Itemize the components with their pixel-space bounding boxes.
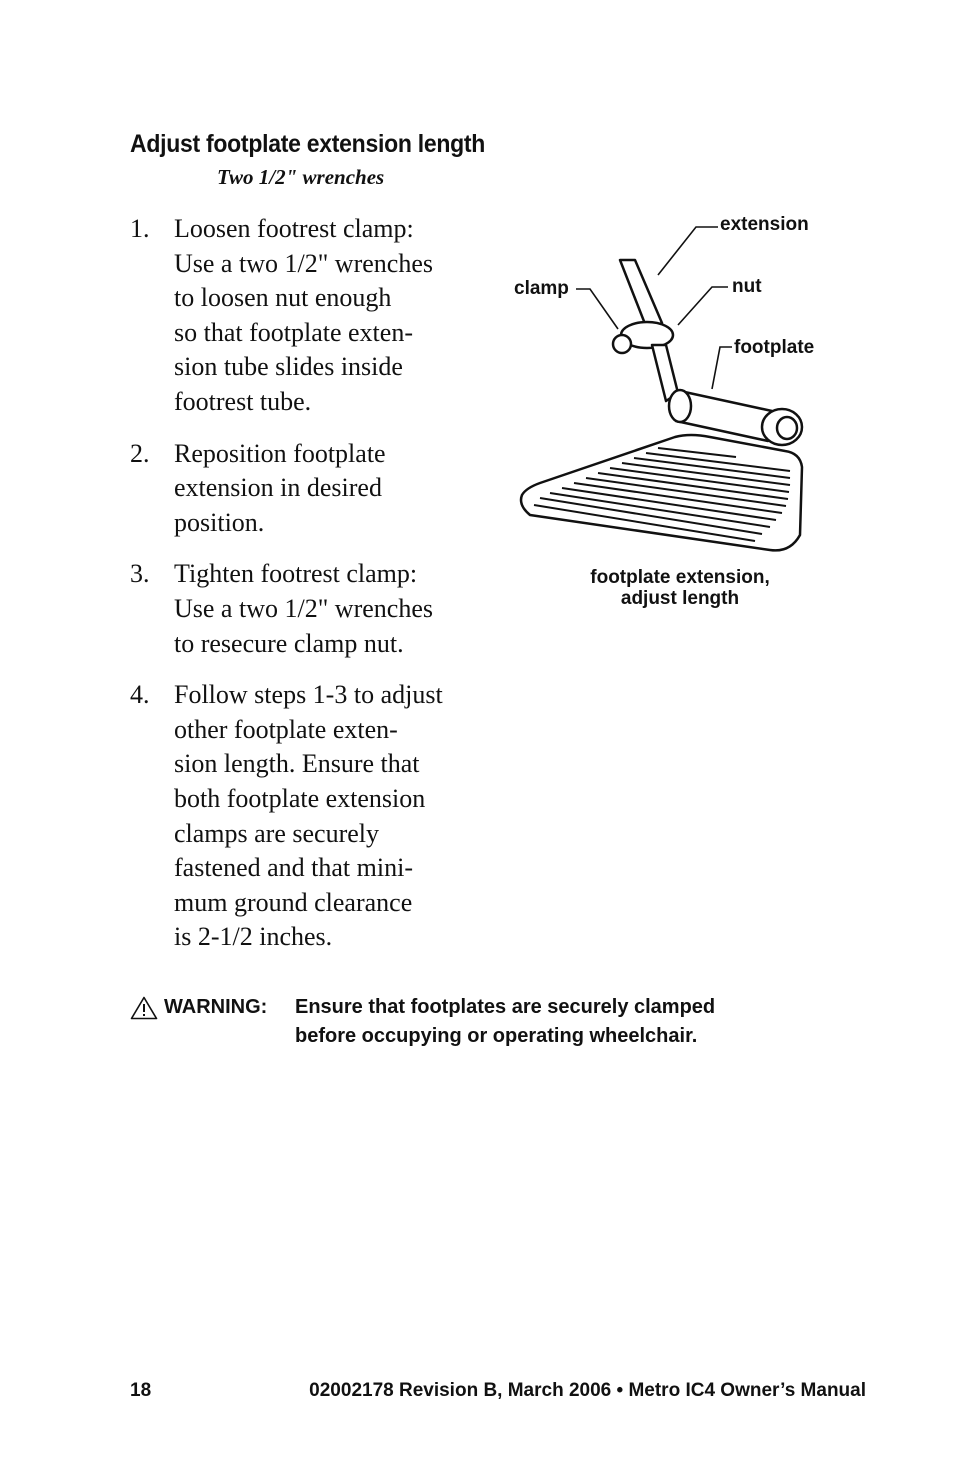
clamp-nut bbox=[613, 335, 631, 353]
step-number: 3. bbox=[130, 559, 150, 589]
step-text-line: Reposition footplate bbox=[174, 438, 386, 468]
step-text-line: position. bbox=[174, 507, 265, 537]
callout-extension: extension bbox=[720, 214, 809, 235]
extension-tube bbox=[620, 260, 662, 329]
callout-nut: nut bbox=[732, 276, 762, 297]
step-number: 1. bbox=[130, 214, 150, 243]
footplate-drawing bbox=[500, 205, 840, 565]
footer-document-info: 02002178 Revision B, March 2006 • Metro IC4 Owner’s Manual bbox=[309, 1380, 866, 1401]
step-text-line: clamps are securely bbox=[174, 818, 380, 848]
step-text-line: both footplate extension bbox=[174, 783, 426, 813]
warning-label: WARNING: bbox=[164, 996, 268, 1018]
step-text-line: Follow steps 1-3 to adjust bbox=[174, 680, 443, 710]
figure-caption bbox=[540, 567, 820, 609]
tools-required: Two 1/2" wrenches bbox=[217, 165, 385, 189]
step-text-line: so that footplate exten- bbox=[174, 317, 413, 347]
step-text-line: Use a two 1/2" wrenches bbox=[174, 248, 433, 278]
step-text-line: footrest tube. bbox=[174, 386, 312, 416]
step-text-line: extension in desired bbox=[174, 473, 382, 503]
warning-text bbox=[295, 993, 715, 1051]
step-text-line: Use a two 1/2" wrenches bbox=[174, 593, 433, 623]
step-text-line: to loosen nut enough bbox=[174, 283, 392, 313]
warning-text-line: before occupying or operating wheelchair. bbox=[295, 1025, 698, 1047]
section-heading: Adjust footplate extension length bbox=[130, 130, 486, 158]
step-item bbox=[130, 212, 460, 420]
step-text-line: fastened and that mini- bbox=[174, 853, 413, 883]
steps-list bbox=[130, 212, 460, 972]
footplate-illustration bbox=[500, 205, 840, 625]
step-text-line: sion tube slides inside bbox=[174, 352, 403, 382]
warning-text-line: Ensure that footplates are securely clamped bbox=[295, 996, 716, 1018]
callout-clamp: clamp bbox=[514, 278, 569, 299]
step-text-line: to resecure clamp nut. bbox=[174, 628, 404, 658]
hinge-right-cap-inner bbox=[777, 417, 797, 439]
step-text-line: is 2-1/2 inches. bbox=[174, 922, 333, 952]
caption-line: footplate extension, bbox=[590, 567, 770, 588]
caption-line: adjust length bbox=[620, 588, 740, 609]
step-number: 4. bbox=[130, 680, 150, 710]
step-item bbox=[130, 678, 460, 955]
step-text-line: sion length. Ensure that bbox=[174, 749, 420, 779]
step-number: 2. bbox=[130, 438, 150, 468]
step-item bbox=[130, 437, 460, 541]
step-text-line: Loosen footrest clamp: bbox=[174, 214, 414, 243]
step-item bbox=[130, 557, 460, 661]
step-text-line: other footplate exten- bbox=[174, 714, 398, 744]
hinge-left-cap bbox=[669, 390, 691, 422]
page-number: 18 bbox=[130, 1380, 152, 1401]
step-text-line: mum ground clearance bbox=[174, 887, 413, 917]
callout-footplate: footplate bbox=[734, 337, 815, 358]
warning-triangle-icon bbox=[130, 996, 158, 1020]
step-text-line: Tighten footrest clamp: bbox=[174, 559, 418, 589]
